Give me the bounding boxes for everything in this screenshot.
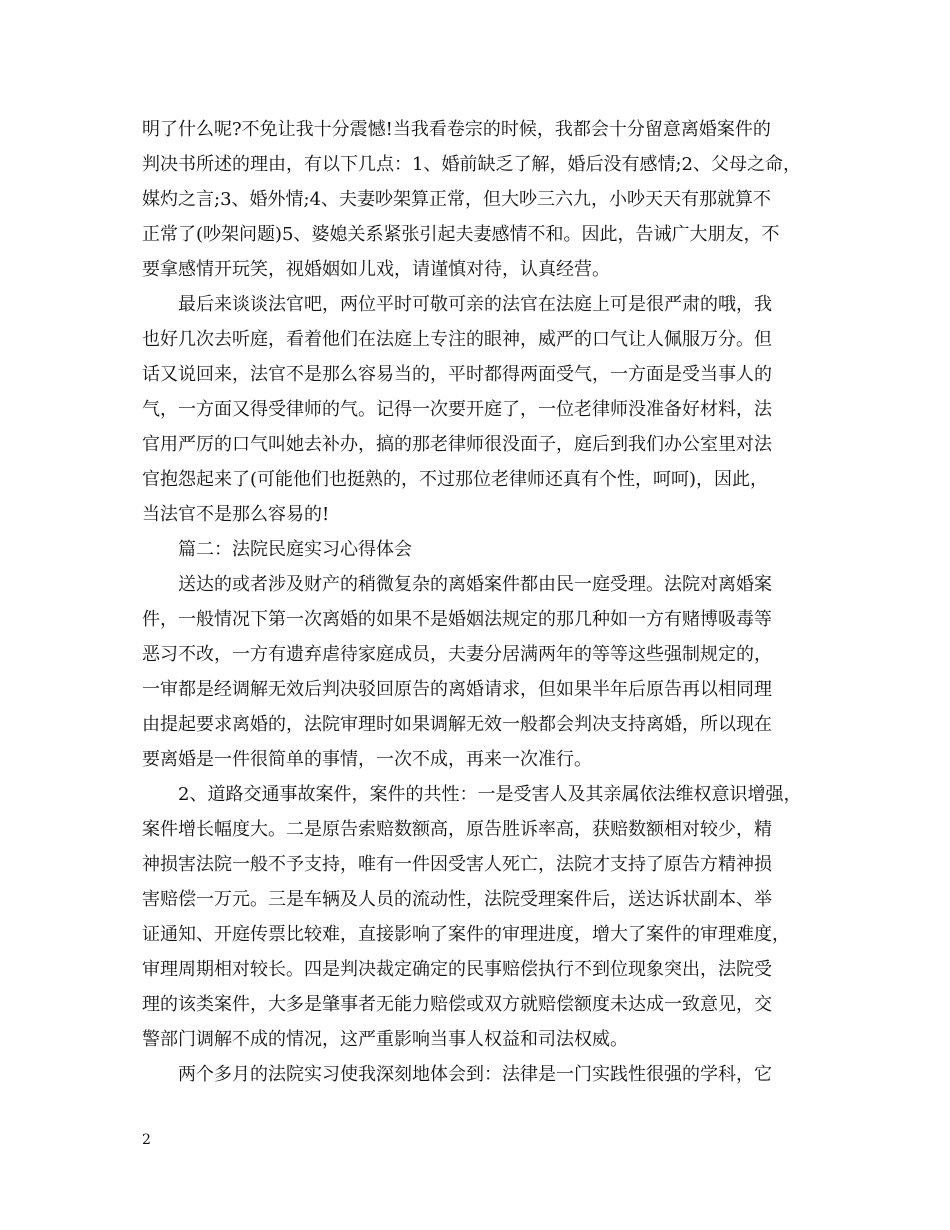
text-line: 案件增长幅度大。二是原告索赔数额高，原告胜诉率高，获赔数额相对较少，精 bbox=[142, 819, 772, 840]
text-line: 警部门调解不成的情况，这严重影响当事人权益和司法权威。 bbox=[142, 1029, 628, 1050]
text-line: 要离婚是一件很简单的事情，一次不成，再来一次准行。 bbox=[142, 749, 592, 770]
text-line: 恶习不改，一方有遗弃虐待家庭成员，夫妻分居满两年的等等这些强制规定的， bbox=[142, 644, 772, 665]
text-line: 要拿感情开玩笑，视婚姻如儿戏，请谨慎对待，认真经营。 bbox=[142, 259, 610, 280]
text-line: 最后来谈谈法官吧，两位平时可敬可亲的法官在法庭上可是很严肃的哦，我 bbox=[178, 294, 772, 315]
text-line: 气，一方面又得受律师的气。记得一次要开庭了，一位老律师没准备好材料，法 bbox=[142, 399, 772, 420]
body-text bbox=[142, 112, 822, 1092]
text-line: 害赔偿一万元。三是车辆及人员的流动性，法院受理案件后，送达诉状副本、举 bbox=[142, 889, 772, 910]
text-line: 件，一般情况下第一次离婚的如果不是婚姻法规定的那几种如一方有赌博吸毒等 bbox=[142, 609, 772, 630]
text-line: 官抱怨起来了(可能他们也挺熟的，不过那位老律师还真有个性，呵呵)，因此， bbox=[142, 469, 769, 490]
text-line: 媒灼之言;3、婚外情;4、夫妻吵架算正常，但大吵三六九，小吵天天有那就算不 bbox=[142, 189, 772, 210]
page-number: 2 bbox=[142, 1132, 151, 1148]
text-line: 一审都是经调解无效后判决驳回原告的离婚请求，但如果半年后原告再以相同理 bbox=[142, 679, 772, 700]
text-line: 明了什么呢?不免让我十分震憾!当我看卷宗的时候，我都会十分留意离婚案件的 bbox=[142, 119, 771, 140]
text-line: 神损害法院一般不予支持，唯有一件因受害人死亡，法院才支持了原告方精神损 bbox=[142, 854, 772, 875]
text-line: 判决书所述的理由，有以下几点：1、婚前缺乏了解，婚后没有感情;2、父母之命， bbox=[142, 154, 801, 175]
text-line: 送达的或者涉及财产的稍微复杂的离婚案件都由民一庭受理。法院对离婚案 bbox=[178, 574, 772, 595]
text-line: 当法官不是那么容易的! bbox=[142, 504, 330, 525]
text-line: 也好几次去听庭，看着他们在法庭上专注的眼神，威严的口气让人佩服万分。但 bbox=[142, 329, 772, 350]
text-line: 官用严厉的口气叫她去补办，搞的那老律师很没面子，庭后到我们办公室里对法 bbox=[142, 434, 772, 455]
text-line: 篇二：法院民庭实习心得体会 bbox=[178, 539, 412, 560]
text-line: 话又说回来，法官不是那么容易当的，平时都得两面受气，一方面是受当事人的 bbox=[142, 364, 772, 385]
text-line: 审理周期相对较长。四是判决裁定确定的民事赔偿执行不到位现象突出，法院受 bbox=[142, 959, 772, 980]
text-line: 理的该类案件，大多是肇事者无能力赔偿或双方就赔偿额度未达成一致意见，交 bbox=[142, 994, 772, 1015]
text-line: 2、道路交通事故案件，案件的共性：一是受害人及其亲属依法维权意识增强， bbox=[178, 784, 802, 805]
text-line: 证通知、开庭传票比较难，直接影响了案件的审理进度，增大了案件的审理难度， bbox=[142, 924, 790, 945]
text-line: 两个多月的法院实习使我深刻地体会到：法律是一门实践性很强的学科，它 bbox=[178, 1064, 772, 1085]
text-line: 正常了(吵架问题)5、婆媳关系紧张引起夫妻感情不和。因此，告诫广大朋友，不 bbox=[142, 224, 780, 245]
text-line: 由提起要求离婚的，法院审理时如果调解无效一般都会判决支持离婚，所以现在 bbox=[142, 714, 772, 735]
